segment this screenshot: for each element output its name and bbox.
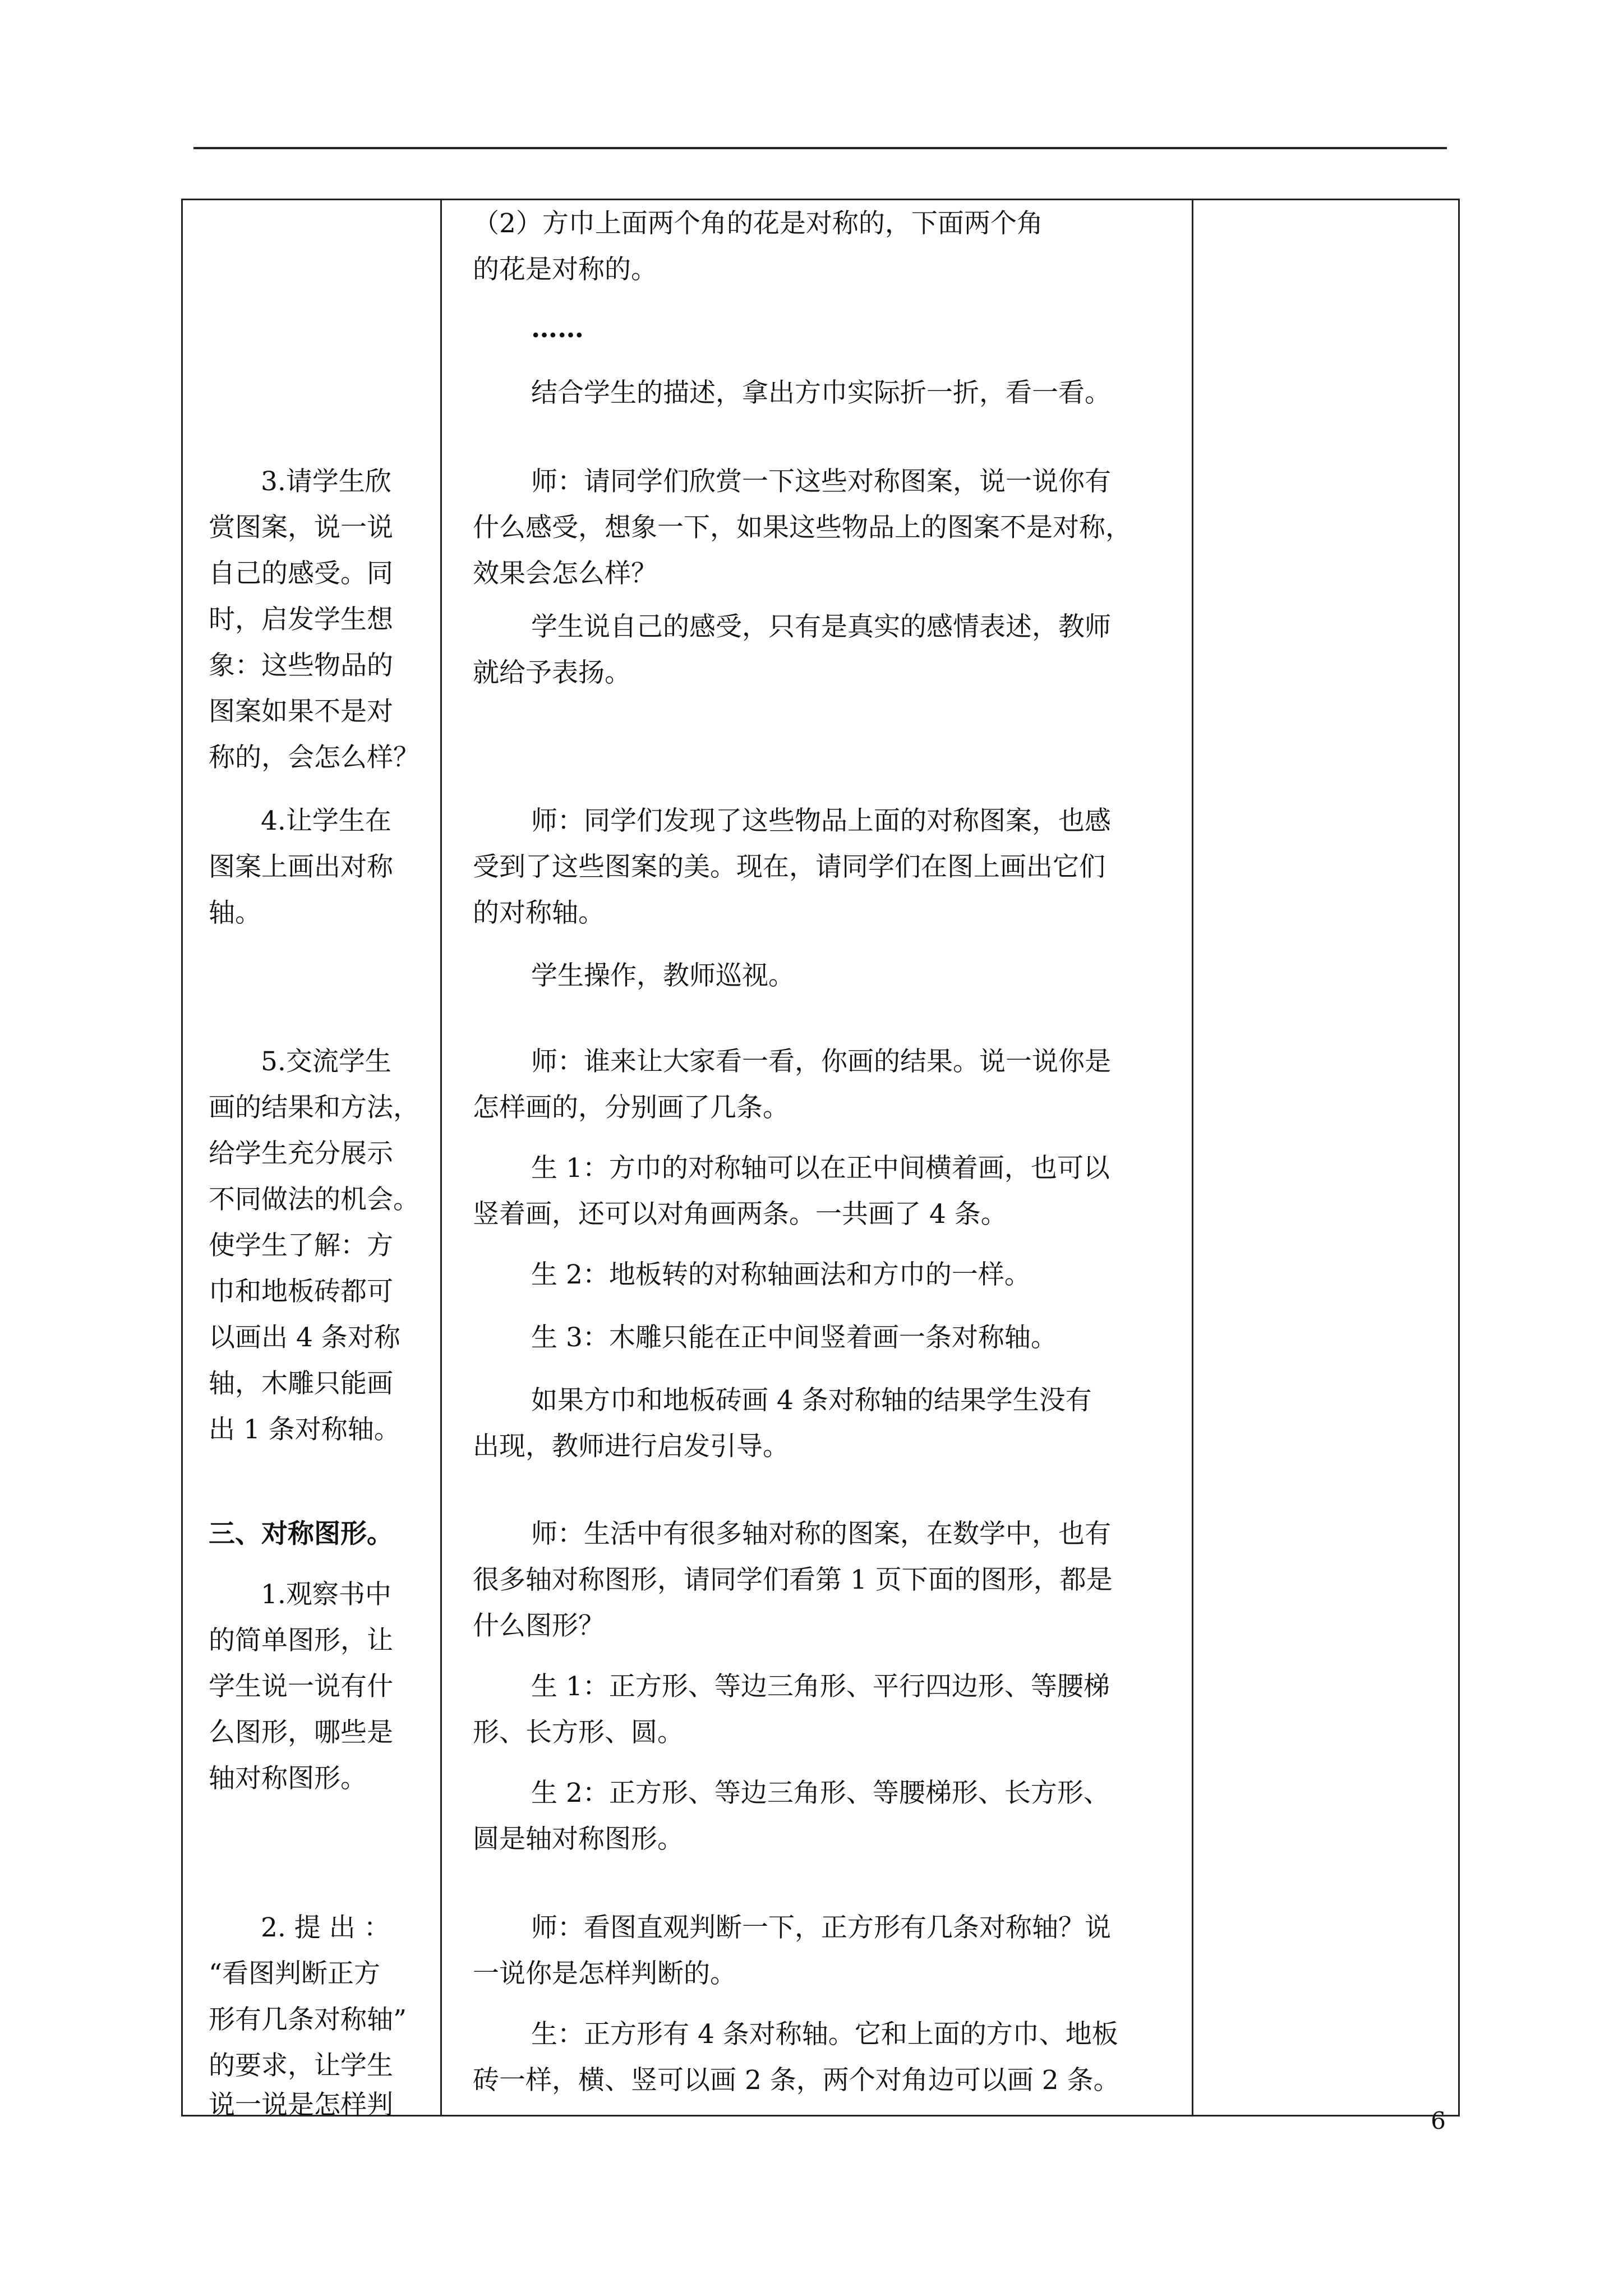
mid-line: 受到了这些图案的美。现在，请同学们在图上画出它们 [473, 852, 1105, 882]
mid-line: 师：看图直观判断一下，正方形有几条对称轴？说 [531, 1912, 1111, 1943]
left-line: 出 1 条对称轴。 [209, 1414, 400, 1445]
mid-line: 一说你是怎样判断的。 [473, 1958, 736, 1989]
left-line: 轴，木雕只能画 [209, 1368, 393, 1399]
left-line: “看图判断正方 [209, 1958, 381, 1989]
left-line: 称的，会怎么样？ [209, 742, 419, 773]
left-line: 学生说一说有什 [209, 1671, 393, 1702]
mid-line: 的对称轴。 [473, 898, 605, 928]
mid-line: 什么感受，想象一下，如果这些物品上的图案不是对称， [473, 512, 1132, 543]
mid-line: 效果会怎么样？ [473, 558, 657, 589]
left-line: 2. 提 出 ： [261, 1912, 390, 1943]
mid-line: 学生说自己的感受，只有是真实的感情表述，教师 [531, 611, 1111, 642]
left-line: 轴。 [209, 898, 261, 928]
header-rule [193, 147, 1447, 149]
left-line: 1.观察书中 [261, 1579, 391, 1610]
left-line: 轴对称图形。 [209, 1763, 367, 1794]
left-line: 的要求，让学生 [209, 2050, 393, 2081]
left-line: 给学生充分展示 [209, 1138, 393, 1169]
mid-line: 形、长方形、圆。 [473, 1717, 684, 1748]
mid-line: 结合学生的描述，拿出方巾实际折一折，看一看。 [531, 378, 1111, 408]
mid-line: 学生操作，教师巡视。 [531, 960, 795, 991]
mid-line: 什么图形？ [473, 1611, 605, 1641]
left-line: 象：这些物品的 [209, 650, 393, 681]
left-line: 说一说是怎样判 [209, 2090, 393, 2120]
mid-line: 师：请同学们欣赏一下这些对称图案，说一说你有 [531, 466, 1111, 497]
page-number: 6 [1431, 2107, 1446, 2134]
mid-line: 竖着画，还可以对角画两条。一共画了 4 条。 [473, 1199, 1007, 1230]
left-line: 4.让学生在 [261, 806, 391, 836]
left-line: 不同做法的机会。 [209, 1184, 419, 1215]
mid-line: 出现，教师进行启发引导。 [473, 1431, 789, 1462]
left-line: 图案上画出对称 [209, 852, 393, 882]
left-line: 图案如果不是对 [209, 696, 393, 727]
left-line: 赏图案，说一说 [209, 512, 393, 543]
mid-line: 生 3：木雕只能在正中间竖着画一条对称轴。 [531, 1322, 1057, 1353]
mid-line: 生：正方形有 4 条对称轴。它和上面的方巾、地板 [531, 2019, 1118, 2050]
mid-line: 的花是对称的。 [473, 254, 657, 285]
mid-line: 生 1：方巾的对称轴可以在正中间横着画，也可以 [531, 1153, 1110, 1184]
mid-line: 很多轴对称图形，请同学们看第 1 页下面的图形，都是 [473, 1565, 1113, 1595]
left-line: 使学生了解：方 [209, 1230, 393, 1261]
left-line: 画的结果和方法， [209, 1092, 419, 1123]
left-line: 么图形，哪些是 [209, 1717, 393, 1748]
mid-line: 师：生活中有很多轴对称的图案，在数学中，也有 [531, 1519, 1111, 1549]
mid-line: 师：同学们发现了这些物品上面的对称图案，也感 [531, 806, 1111, 836]
mid-line: 师：谁来让大家看一看，你画的结果。说一说你是 [531, 1046, 1111, 1077]
left-line: 5.交流学生 [261, 1046, 391, 1077]
left-line: 形有几条对称轴” [209, 2004, 407, 2035]
mid-line: 砖一样，横、竖可以画 2 条，两个对角边可以画 2 条。 [473, 2065, 1120, 2096]
mid-line: 就给予表扬。 [473, 657, 631, 688]
left-line: 的简单图形，让 [209, 1625, 393, 1656]
left-line: 以画出 4 条对称 [209, 1322, 400, 1353]
section-title: 三、对称图形。 [209, 1519, 393, 1549]
ellipsis: …… [531, 313, 584, 344]
left-line: 巾和地板砖都可 [209, 1276, 393, 1307]
mid-line: 怎样画的，分别画了几条。 [473, 1092, 789, 1123]
left-line: 时，启发学生想 [209, 604, 393, 635]
mid-line: 圆是轴对称图形。 [473, 1824, 684, 1855]
left-line: 自己的感受。同 [209, 558, 393, 589]
mid-line: 生 2：地板转的对称轴画法和方巾的一样。 [531, 1259, 1031, 1290]
mid-line: 生 2：正方形、等边三角形、等腰梯形、长方形、 [531, 1778, 1110, 1809]
left-line: 3.请学生欣 [261, 466, 391, 497]
mid-line: 如果方巾和地板砖画 4 条对称轴的结果学生没有 [531, 1385, 1092, 1416]
mid-line: （2）方巾上面两个角的花是对称的，下面两个角 [473, 208, 1043, 239]
mid-line: 生 1：正方形、等边三角形、平行四边形、等腰梯 [531, 1671, 1110, 1702]
